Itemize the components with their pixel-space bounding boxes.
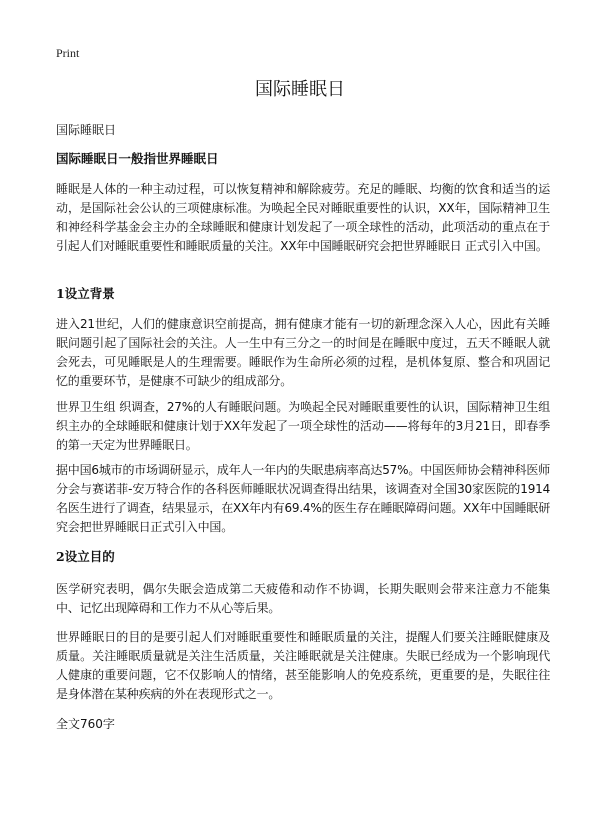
- page-title: 国际睡眠日: [255, 79, 345, 100]
- paragraph-background-1: 进入21世纪，人们的健康意识空前提高，拥有健康才能有一切的新理念深入人心，因此有关睡眠问题引起了国际社会的关注。人一生中有三分之一的时间是在睡眠中度过，五天不睡眠人就会死去，可见睡眠是人的生理需要。睡眠作为生命所必须的过程，是机体复原、整合和巩固记忆的重要环节，是健康不可缺少的组成部分。: [56, 317, 550, 388]
- paragraph-purpose-1: 医学研究表明，偶尔失眠会造成第二天疲倦和动作不协调，长期失眠则会带来注意力不能集中、记忆出现障碍和工作力不从心等后果。: [56, 582, 550, 615]
- article-subtitle: 国际睡眠日: [56, 123, 117, 137]
- paragraph-background-2: 世界卫生组 织调查，27%的人有睡眠问题。为唤起全民对睡眠重要性的认识，国际精神卫生组织主办的全球睡眠和健康计划于XX年发起了一项全球性的活动——将每年的3月21日，即春季的第一天定为世界睡眠日。: [56, 400, 550, 452]
- heading-background: 1设立背景: [56, 286, 115, 301]
- paragraph-purpose-2: 世界睡眠日的目的是要引起人们对睡眠重要性和睡眠质量的关注，提醒人们要关注睡眠健康及质量。关注睡眠质量就是关注生活质量，关注睡眠就是关注健康。失眠已经成为一个影响现代人健康的重要问题，它不仅影响人的情绪，甚至能影响人的免疫系统，更重要的是，失眠往往是身体潜在某种疾病的外在表现形式之一。: [56, 630, 550, 701]
- word-count: 全文760字: [56, 717, 115, 731]
- paragraph-intro: 睡眠是人体的一种主动过程，可以恢复精神和解除疲劳。充足的睡眠、均衡的饮食和适当的运动，是国际社会公认的三项健康标准。为唤起全民对睡眠重要性的认识，XX年，国际精神卫生和神经科学基金会主办的全球睡眠和健康计划发起了一项全球性的活动，此项活动的重点在于引起人们对睡眠重要性和睡眠质量的关注。XX年中国睡眠研究会把世界睡眠日 正式引入中国。: [56, 182, 550, 253]
- heading-intro: 国际睡眠日一般指世界睡眠日: [56, 151, 219, 166]
- heading-purpose: 2设立目的: [56, 549, 115, 564]
- paragraph-background-3: 据中国6城市的市场调研显示，成年人一年内的失眠患病率高达57%。中国医师协会精神科医师分会与赛诺菲-安万特合作的各科医师睡眠状况调查得出结果，该调查对全国30家医院的1914名医生进行了调查，结果显示，在XX年内有69.4%的医生存在睡眠障碍问题。XX年中国睡眠研究会把世界睡眠日正式引入中国。: [56, 463, 551, 534]
- print-link[interactable]: Print: [56, 46, 80, 60]
